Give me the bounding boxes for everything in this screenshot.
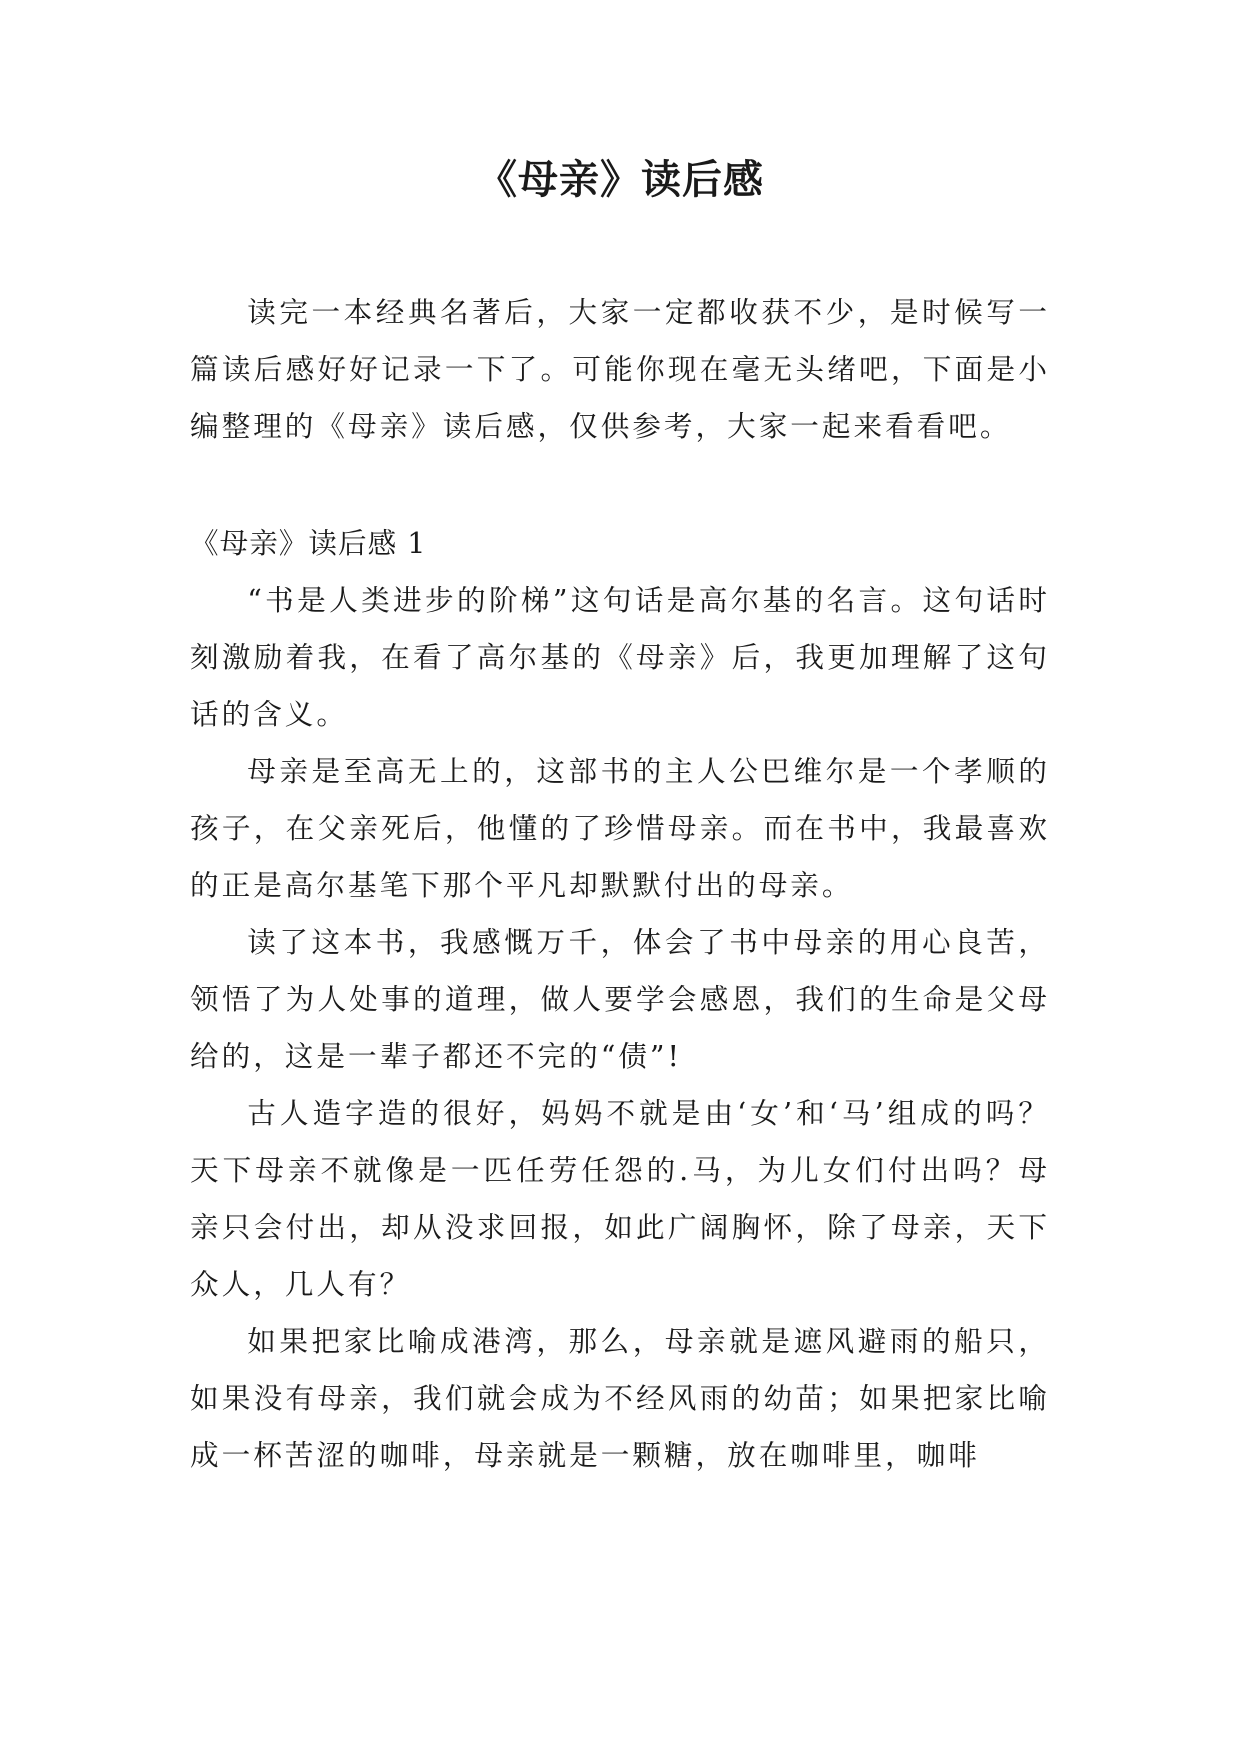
body-paragraph: 读了这本书，我感慨万千，体会了书中母亲的用心良苦，领悟了为人处事的道理，做人要学会感恩，我们的生命是父母给的，这是一辈子都还不完的“债”!: [190, 925, 1050, 1073]
body-paragraph: “书是人类进步的阶梯”这句话是高尔基的名言。这句话时刻激励着我，在看了高尔基的《母亲》后，我更加理解了这句话的含义。: [190, 583, 1050, 731]
body-paragraph: 母亲是至高无上的，这部书的主人公巴维尔是一个孝顺的孩子，在父亲死后，他懂的了珍惜母亲。而在书中，我最喜欢的正是高尔基笔下那个平凡却默默付出的母亲。: [190, 754, 1050, 902]
section-heading: 《母亲》读后感 1: [190, 526, 427, 560]
body-paragraph: 古人造字造的很好，妈妈不就是由‘女’和‘马’组成的吗？天下母亲不就像是一匹任劳任怨的.马，为儿女们付出吗？母亲只会付出，却从没求回报，如此广阔胸怀，除了母亲，天下众人，几人有？: [190, 1096, 1050, 1301]
intro-paragraph: 读完一本经典名著后，大家一定都收获不少，是时候写一篇读后感好好记录一下了。可能你现在毫无头绪吧，下面是小编整理的《母亲》读后感，仅供参考，大家一起来看看吧。: [190, 295, 1050, 443]
page-title: 《母亲》读后感: [477, 157, 764, 203]
body-paragraph: 如果把家比喻成港湾，那么，母亲就是遮风避雨的船只，如果没有母亲，我们就会成为不经风雨的幼苗；如果把家比喻成一杯苦涩的咖啡，母亲就是一颗糖，放在咖啡里，咖啡: [190, 1324, 1050, 1472]
document-body: [190, 284, 1050, 1484]
